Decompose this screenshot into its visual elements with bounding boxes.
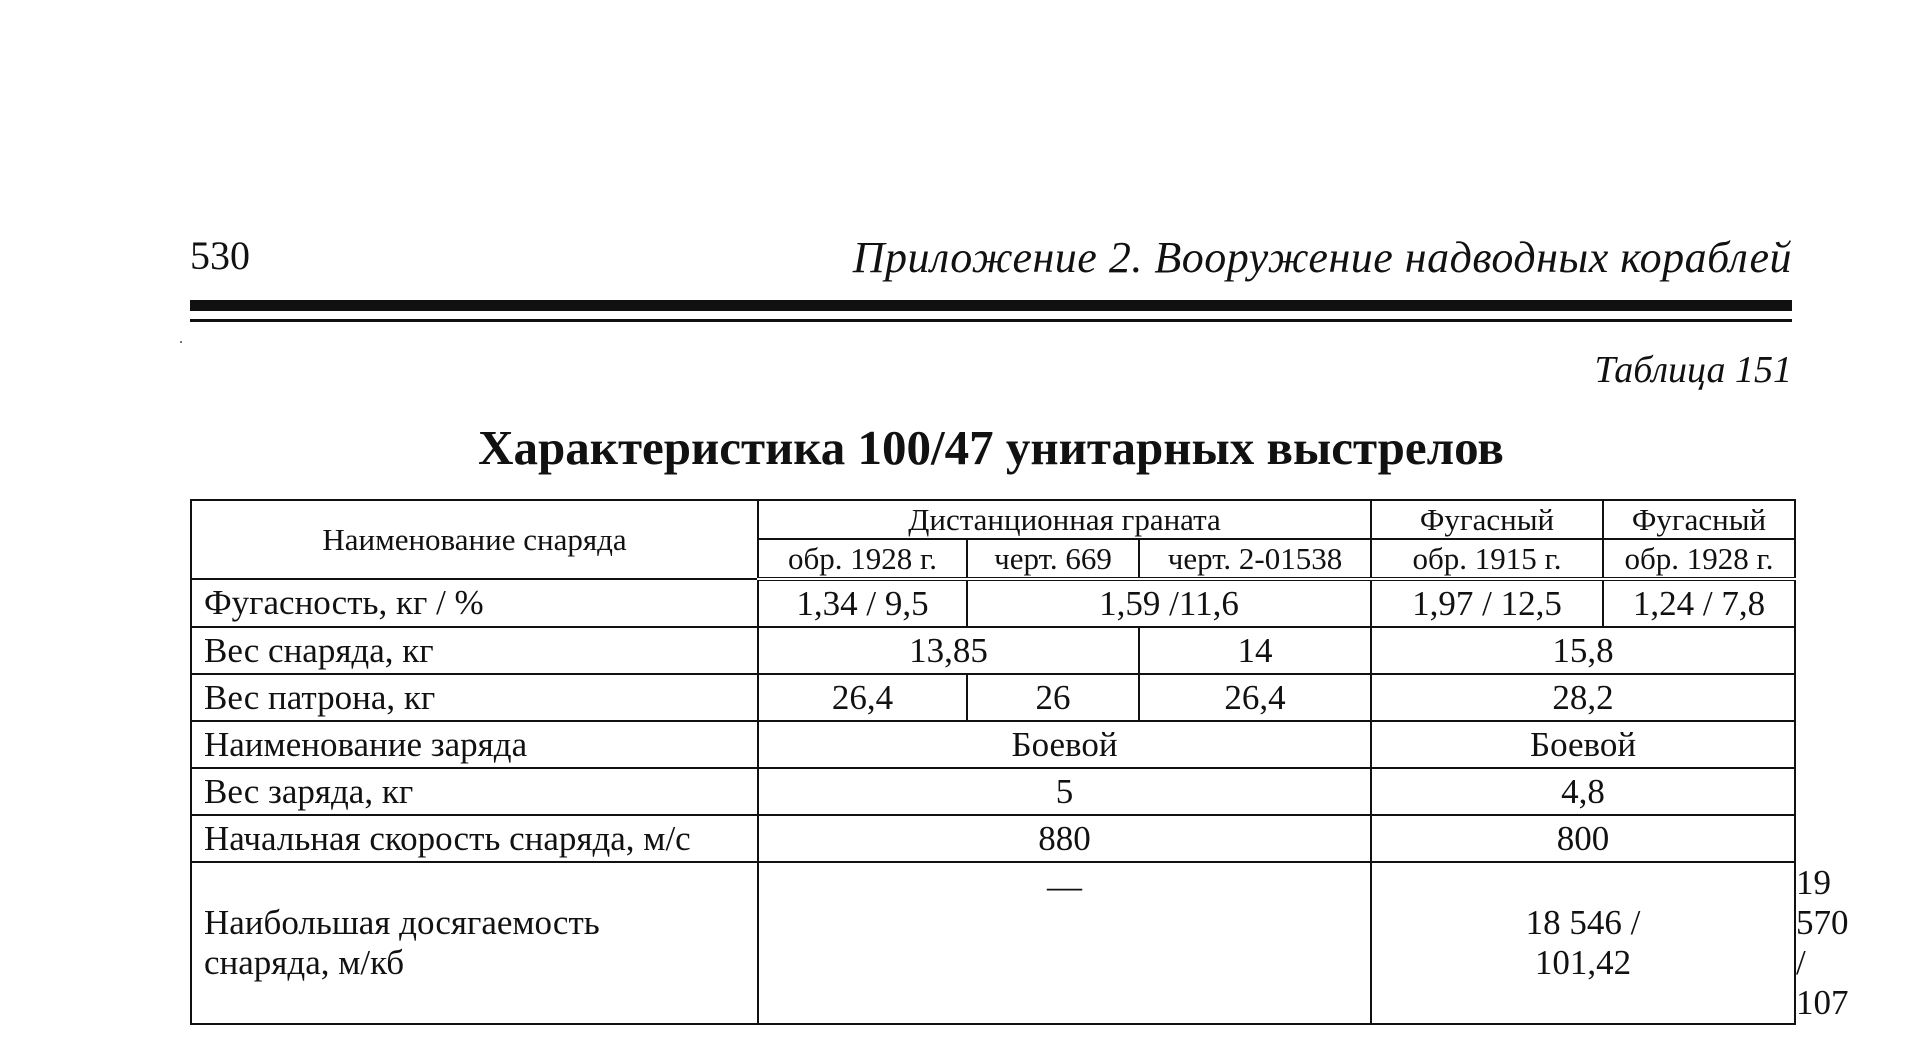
row-label-line: Наибольшая досягаемость (204, 903, 600, 942)
table-cell: 5 (758, 768, 1371, 815)
table-cell: 13,85 (758, 627, 1139, 674)
table-cell: 880 (758, 815, 1371, 862)
row-label: Фугасность, кг / % (191, 579, 758, 627)
table-cell: 4,8 (1371, 768, 1795, 815)
subheader-cell: черт. 669 (967, 539, 1139, 579)
table-row-shell-weight (191, 627, 1795, 674)
table-row-cartridge-weight (191, 674, 1795, 721)
row-label: Вес патрона, кг (191, 674, 758, 721)
header-rule-thin (190, 319, 1792, 322)
cell-line: 101,42 (1534, 943, 1632, 982)
table-row-muzzle-velocity (191, 815, 1795, 862)
header-distance-grenade: Дистанционная граната (758, 500, 1371, 539)
row-label: Наименование заряда (191, 721, 758, 768)
header-he-1: Фугасный (1371, 500, 1603, 539)
cell-line: 107 (1796, 983, 1849, 1022)
running-title: Приложение 2. Вооружение надводных кораблей (852, 233, 1792, 282)
subheader-cell: обр. 1928 г. (1603, 539, 1795, 579)
cell-line: 18 546 / (1525, 903, 1641, 942)
table-cell: Боевой (1371, 721, 1795, 768)
ammunition-table (190, 499, 1849, 1025)
scan-speck (180, 341, 182, 343)
row-label: Вес снаряда, кг (191, 627, 758, 674)
page-number: 530 (190, 233, 250, 278)
cell-line: 19 570 / (1796, 863, 1849, 982)
table-cell-he-1 (1371, 862, 1795, 1024)
table-row-charge-name (191, 721, 1795, 768)
table-cell: 26,4 (758, 674, 967, 721)
row-label: Вес заряда, кг (191, 768, 758, 815)
table-cell: 1,97 / 12,5 (1371, 579, 1603, 627)
subheader-cell: черт. 2-01538 (1139, 539, 1371, 579)
subheader-cell: обр. 1915 г. (1371, 539, 1603, 579)
header-shell-name: Наименование снаряда (191, 500, 758, 579)
header-rule-thick (190, 300, 1792, 311)
table-cell: 28,2 (1371, 674, 1795, 721)
table-row-max-range (191, 862, 1795, 1024)
table-cell: 26,4 (1139, 674, 1371, 721)
table-row-charge-weight (191, 768, 1795, 815)
table-cell: — (758, 862, 1371, 1024)
subheader-cell: обр. 1928 г. (758, 539, 967, 579)
table-title: Характеристика 100/47 унитарных выстрелов (478, 420, 1504, 475)
table-row-explosive (191, 579, 1795, 627)
table-cell: 1,59 /11,6 (967, 579, 1371, 627)
table-cell: 1,34 / 9,5 (758, 579, 967, 627)
table-header-row (191, 500, 1795, 539)
table-cell: 1,24 / 7,8 (1603, 579, 1795, 627)
row-label (191, 862, 758, 1024)
table-cell: 14 (1139, 627, 1371, 674)
row-label: Начальная скорость снаряда, м/с (191, 815, 758, 862)
table-cell: Боевой (758, 721, 1371, 768)
table-cell: 800 (1371, 815, 1795, 862)
header-he-2: Фугасный (1603, 500, 1795, 539)
table-cell: 15,8 (1371, 627, 1795, 674)
table-label: Таблица 151 (1594, 349, 1792, 391)
row-label-line: снаряда, м/кб (204, 943, 405, 982)
table-cell: 26 (967, 674, 1139, 721)
